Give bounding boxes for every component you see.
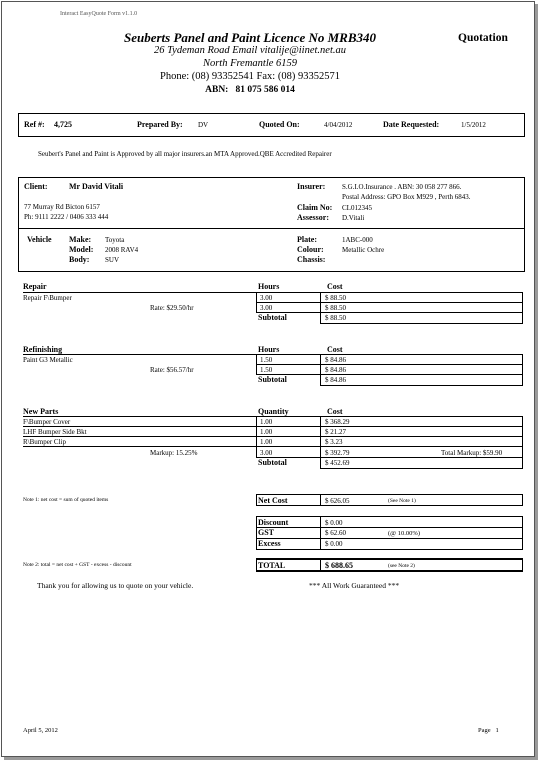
- gst-note: (@ 10.00%): [388, 530, 420, 537]
- client-address: 77 Murray Rd Bicton 6157: [24, 203, 100, 211]
- reference-box: [18, 113, 525, 137]
- parts-item-qty: 1.00: [260, 428, 273, 436]
- refinishing-item-hours: 1.50: [260, 356, 273, 364]
- company-name: Seuberts Panel and Paint Licence No MRB340: [123, 30, 377, 45]
- page-number: 1: [495, 727, 499, 734]
- parts-title: New Parts: [23, 407, 59, 416]
- quoted-on-value: 4/04/2012: [324, 121, 353, 129]
- prepared-by-label: Prepared By:: [137, 120, 183, 129]
- chassis-label: Chassis:: [297, 255, 326, 264]
- make-label: Make:: [69, 235, 92, 244]
- repair-rate-cost: $ 88.50: [325, 304, 346, 312]
- parts-item-qty: 1.00: [260, 418, 273, 426]
- refinishing-item-name: Paint G3 Metallic: [23, 356, 73, 364]
- parts-item-qty: 1.00: [260, 438, 273, 446]
- refinishing-subtotal-label: Subtotal: [258, 375, 287, 384]
- model-label: Model:: [69, 245, 94, 254]
- abn-label: ABN:: [205, 85, 229, 95]
- company-address-line2: North Fremantle 6159: [202, 58, 298, 69]
- net-cost-value: $ 626.05: [325, 497, 350, 505]
- claim-label: Claim No:: [297, 203, 333, 212]
- claim-value: CL012345: [342, 204, 372, 212]
- total-value: $ 688.65: [325, 561, 353, 570]
- repair-cost-header: Cost: [327, 282, 343, 291]
- client-phone: Ph: 9111 2222 / 0406 333 444: [24, 213, 109, 221]
- repair-rate-hours: 3.00: [260, 304, 273, 312]
- company-address-line1: 26 Tydeman Road Email vitalije@iinet.net.au: [153, 45, 346, 56]
- quoted-on-label: Quoted On:: [259, 120, 300, 129]
- vehicle-label: Vehicle: [27, 235, 52, 244]
- parts-item-name: F\Bumper Cover: [23, 418, 71, 426]
- refinishing-rate: Rate: $56.57/hr: [150, 366, 194, 374]
- parts-markup-qty: 3.00: [260, 449, 273, 457]
- net-cost-note: (See Note 1): [388, 498, 416, 504]
- plate-value: 1ABC-000: [342, 236, 373, 244]
- client-box: [18, 177, 525, 229]
- parts-cost-header: Cost: [327, 407, 343, 416]
- excess-value: $ 0.00: [325, 540, 343, 548]
- footer-page: [478, 727, 499, 734]
- repair-hours-header: Hours: [258, 282, 280, 291]
- refinishing-title: Refinishing: [23, 345, 63, 354]
- make-value: Toyota: [105, 236, 125, 244]
- document-title: Quotation: [458, 32, 508, 44]
- form-version: Interact EasyQuote Form v1.1.0: [60, 11, 138, 17]
- client-name: Mr David Vitali: [69, 182, 124, 191]
- assessor-label: Assessor:: [297, 213, 329, 222]
- approval-note: Seubert's Panel and Paint is Approved by all major insurers.an MTA Approved.QBE Accredited Repairer: [38, 150, 332, 158]
- gst-value: $ 62.60: [325, 529, 346, 537]
- company-abn: [95, 85, 405, 95]
- date-requested-label: Date Requested:: [383, 120, 440, 129]
- parts-total-markup: Total Markup: $59.90: [441, 449, 503, 457]
- colour-label: Colour:: [297, 245, 324, 254]
- refinishing-rate-hours: 1.50: [260, 366, 273, 374]
- net-cost-label: Net Cost: [258, 496, 288, 505]
- repair-item-hours: 3.00: [260, 294, 273, 302]
- refinishing-cost-header: Cost: [327, 345, 343, 354]
- page-label: Page: [478, 727, 491, 734]
- total-note: (see Note 2): [388, 563, 415, 569]
- insurer-value: S.G.I.O.Insurance . ABN: 30 058 277 866.: [342, 183, 462, 191]
- refinishing-item-cost: $ 84.86: [325, 356, 346, 364]
- discount-value: $ 0.00: [325, 519, 343, 527]
- note-1: Note 1: net cost = sum of quoted items: [23, 497, 109, 503]
- repair-item-name: Repair F\Bumper: [23, 294, 72, 302]
- abn-value: 81 075 586 014: [235, 85, 295, 95]
- ref-label: Ref #:: [24, 120, 45, 129]
- colour-value: Metallic Ochre: [342, 246, 385, 254]
- parts-subtotal: $ 452.69: [325, 459, 350, 467]
- insurer-postal: Postal Address: GPO Box M929 , Perth 6843.: [342, 193, 471, 201]
- model-value: 2008 RAV4: [105, 246, 139, 254]
- refinishing-subtotal: $ 84.86: [325, 376, 346, 384]
- repair-subtotal: $ 88.50: [325, 314, 346, 322]
- parts-qty-header: Quantity: [258, 407, 289, 416]
- ref-value: 4,725: [54, 120, 72, 129]
- repair-item-cost: $ 88.50: [325, 294, 346, 302]
- body-label: Body:: [69, 255, 90, 264]
- refinishing-rate-cost: $ 84.86: [325, 366, 346, 374]
- repair-rate: Rate: $29.50/hr: [150, 304, 194, 312]
- repair-title: Repair: [23, 282, 47, 291]
- repair-subtotal-label: Subtotal: [258, 313, 287, 322]
- parts-item-cost: $ 21.27: [325, 428, 346, 436]
- total-label: TOTAL: [258, 561, 286, 570]
- prepared-by-value: DV: [198, 121, 209, 129]
- refinishing-hours-header: Hours: [258, 345, 280, 354]
- guarantee-message: *** All Work Guaranteed ***: [309, 581, 400, 590]
- parts-item-cost: $ 368.29: [325, 418, 350, 426]
- parts-markup: Markup: 15.25%: [150, 449, 198, 457]
- date-requested-value: 1/5/2012: [461, 121, 486, 129]
- thanks-message: Thank you for allowing us to quote on your vehicle.: [37, 581, 194, 590]
- vehicle-box: [18, 228, 525, 272]
- parts-item-cost: $ 3.23: [325, 438, 343, 446]
- company-phone-fax: Phone: (08) 93352541 Fax: (08) 93352571: [160, 71, 340, 82]
- body-value: SUV: [105, 256, 120, 264]
- discount-label: Discount: [258, 518, 289, 527]
- client-label: Client:: [24, 182, 48, 191]
- plate-label: Plate:: [297, 235, 317, 244]
- excess-label: Excess: [258, 539, 281, 548]
- footer-date: April 5, 2012: [23, 727, 58, 734]
- gst-label: GST: [258, 528, 275, 537]
- parts-item-name: LHF Bumper Side Bkt: [23, 428, 87, 436]
- insurer-label: Insurer:: [297, 182, 326, 191]
- parts-item-name: R\Bumper Clip: [23, 438, 66, 446]
- parts-subtotal-label: Subtotal: [258, 458, 287, 467]
- parts-markup-cost: $ 392.79: [325, 449, 350, 457]
- note-2: Note 2: total = net cost + GST - excess - discount: [23, 562, 132, 568]
- assessor-value: D.Vitali: [342, 214, 365, 222]
